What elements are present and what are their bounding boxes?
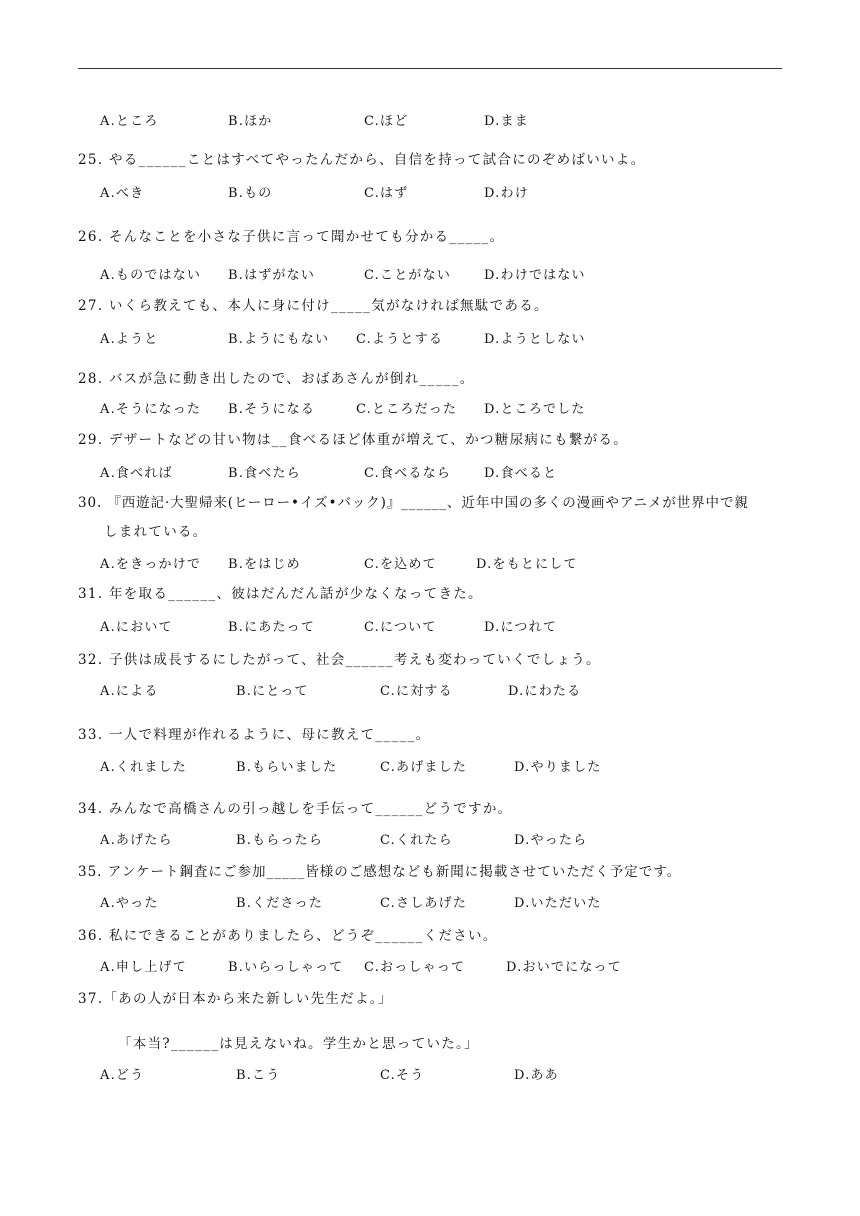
option-25-c: C.はず	[364, 186, 409, 201]
option-35-b: B.くださった	[236, 896, 324, 911]
option-28-b: B.そうになる	[228, 402, 316, 417]
option-31-b: B.にあたって	[228, 620, 316, 635]
option-37-a: A.どう	[100, 1068, 145, 1083]
option-34-c: C.くれたら	[380, 833, 453, 848]
option-29-d: D.食べると	[484, 466, 558, 481]
option-37-b: B.こう	[236, 1068, 281, 1083]
option-24-a: A.ところ	[100, 114, 159, 129]
question-35: 35. アンケート鋼査にご参加_____皆様のご感想なども新聞に掲載させていただく予定です。	[78, 864, 682, 880]
option-26-c: C.ことがない	[364, 268, 452, 283]
option-34-d: D.やったら	[514, 833, 588, 848]
question-33: 33. 一人で料理が作れるように、母に教えて_____。	[78, 727, 431, 743]
option-32-b: B.にとって	[236, 684, 309, 699]
option-26-b: B.はずがない	[228, 268, 316, 283]
question-34: 34. みんなで高橋さんの引っ越しを手伝って______どうですか。	[78, 801, 513, 817]
question-32: 32. 子供は成長するにしたがって、社会______考えも変わっていくでしょう。	[78, 652, 601, 668]
question-36: 36. 私にできることがありましたら、どうぞ______ください。	[78, 928, 498, 944]
option-33-d: D.やりました	[514, 760, 602, 775]
option-28-a: A.そうになった	[100, 402, 202, 417]
option-24-d: D.まま	[484, 114, 529, 129]
option-37-c: C.そう	[380, 1068, 425, 1083]
option-36-c: C.おっしゃって	[364, 960, 466, 975]
option-36-d: D.おいでになって	[506, 960, 622, 975]
question-28: 28. バスが急に動き出したので、おばあさんが倒れ_____。	[78, 371, 475, 387]
option-37-d: D.ああ	[514, 1068, 559, 1083]
option-25-d: D.わけ	[484, 186, 529, 201]
question-30-line2: しまれている。	[104, 524, 208, 540]
option-29-c: C.食べるなら	[364, 466, 452, 481]
option-33-a: A.くれました	[100, 760, 187, 775]
option-31-a: A.において	[100, 620, 173, 635]
option-29-b: B.食べたら	[228, 466, 301, 481]
option-30-b: B.をはじめ	[228, 557, 301, 572]
option-36-a: A.申し上げて	[100, 960, 187, 975]
option-30-d: D.をもとにして	[476, 557, 578, 572]
option-33-b: B.もらいました	[236, 760, 338, 775]
question-31: 31. 年を取る______、彼はだんだん話が少なくなってきた。	[78, 586, 483, 602]
option-29-a: A.食べれば	[100, 466, 173, 481]
question-26: 26. そんなことを小さな子供に言って聞かせても分かる_____。	[78, 229, 505, 245]
option-28-d: D.ところでした	[484, 402, 586, 417]
header-rule	[78, 68, 782, 69]
option-32-a: A.による	[100, 684, 159, 699]
option-27-d: D.ようとしない	[484, 332, 586, 347]
option-31-d: D.につれて	[484, 620, 558, 635]
option-30-a: A.をきっかけで	[100, 557, 202, 572]
question-25: 25. やる______ことはすべてやったんだから、自信を持って試合にのぞめばいいよ。	[78, 152, 646, 168]
option-24-c: C.ほど	[364, 114, 409, 129]
option-32-c: C.に対する	[380, 684, 453, 699]
option-34-b: B.もらったら	[236, 833, 324, 848]
option-28-c: C.ところだった	[356, 402, 458, 417]
question-37-line1: 37.「あの人が日本から来た新しい先生だよ。」	[78, 991, 393, 1007]
option-25-a: A.べき	[100, 186, 145, 201]
option-32-d: D.にわたる	[508, 684, 582, 699]
option-25-b: B.もの	[228, 186, 273, 201]
option-33-c: C.あげました	[380, 760, 468, 775]
question-37-line2: 「本当?______は見えないね。学生かと思っていた。」	[118, 1036, 479, 1052]
option-26-a: A.ものではない	[100, 268, 202, 283]
option-36-b: B.いらっしゃって	[228, 960, 344, 975]
option-31-c: C.について	[364, 620, 437, 635]
option-24-b: B.ほか	[228, 114, 273, 129]
option-27-b: B.ようにもない	[228, 332, 330, 347]
question-30-line1: 30. 『西遊記·大聖帰来(ヒーロー•イズ•バック)』______、近年中国の多くの漫画やアニメが世界中で親	[78, 495, 749, 511]
question-27: 27. いくら教えても、本人に身に付け_____気がなければ無駄である。	[78, 298, 549, 314]
option-27-a: A.ようと	[100, 332, 159, 347]
option-27-c: C.ようとする	[356, 332, 444, 347]
option-35-c: C.さしあげた	[380, 896, 468, 911]
option-34-a: A.あげたら	[100, 833, 173, 848]
option-35-d: D.いただいた	[514, 896, 602, 911]
option-26-d: D.わけではない	[484, 268, 586, 283]
question-29: 29. デザートなどの甘い物は__食べるほど体重が増えて、かつ糖尿病にも繋がる。	[78, 432, 628, 448]
option-35-a: A.やった	[100, 896, 159, 911]
option-30-c: C.を込めて	[364, 557, 437, 572]
